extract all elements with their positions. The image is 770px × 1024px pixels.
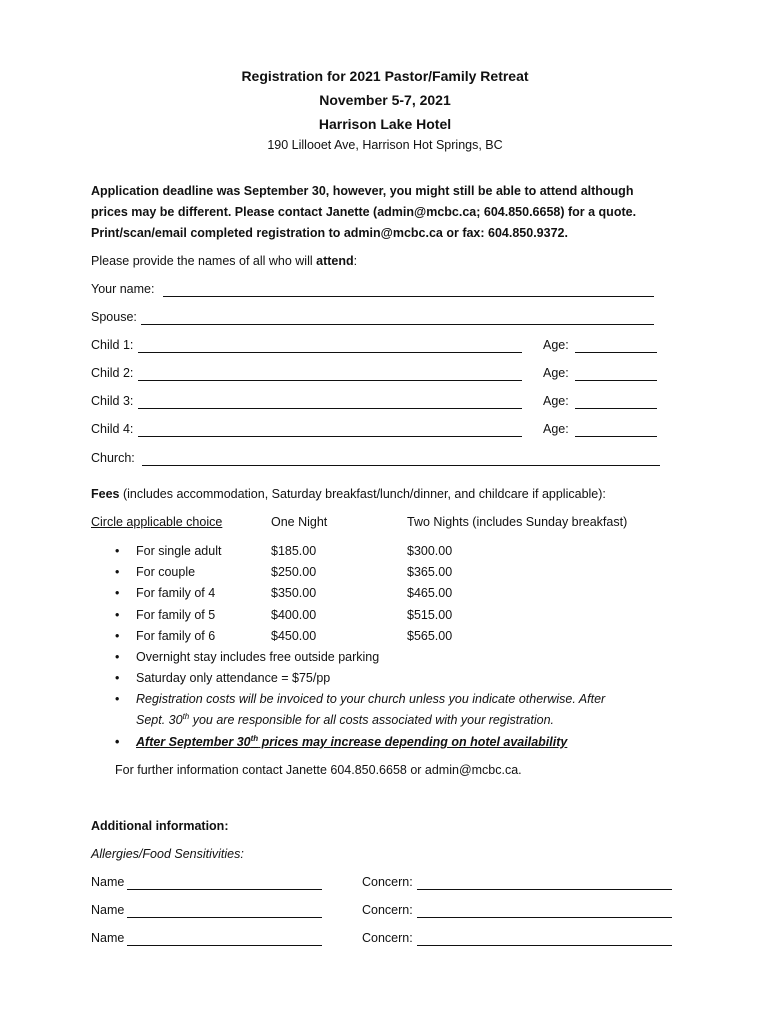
child3-age-label: Age: bbox=[543, 394, 569, 408]
allergy-concern-label: Concern: bbox=[362, 931, 413, 945]
invoice-note-sup: th bbox=[182, 711, 190, 721]
fee-row-label[interactable]: For family of 6 bbox=[136, 629, 216, 643]
bullet-icon: • bbox=[115, 735, 120, 749]
additional-heading: Additional information: bbox=[91, 819, 229, 833]
church-label: Church: bbox=[91, 451, 135, 465]
bullet-icon: • bbox=[115, 650, 120, 664]
price-warning-text: prices may increase depending on hotel availability bbox=[258, 735, 568, 749]
spouse-field[interactable] bbox=[141, 310, 654, 325]
bullet-icon: • bbox=[115, 565, 120, 579]
allergy-concern-field[interactable] bbox=[417, 931, 672, 946]
fee-row-one-night[interactable]: $450.00 bbox=[271, 629, 317, 643]
invoice-note-date: Sept. 30 bbox=[136, 713, 183, 727]
attendees-intro-text: Please provide the names of all who will bbox=[91, 254, 317, 268]
allergy-name-field[interactable] bbox=[127, 931, 322, 946]
allergy-concern-label: Concern: bbox=[362, 903, 413, 917]
price-warning-date: After September 30 bbox=[136, 735, 251, 749]
child4-age-label: Age: bbox=[543, 422, 569, 436]
allergies-label: Allergies/Food Sensitivities: bbox=[91, 847, 244, 861]
child2-name-field[interactable] bbox=[138, 366, 522, 381]
saturday-note: Saturday only attendance = $75/pp bbox=[136, 671, 331, 685]
fee-row-label[interactable]: For single adult bbox=[136, 544, 222, 558]
invoice-note-text: you are responsible for all costs associated with your registration. bbox=[189, 713, 555, 727]
fee-row-one-night[interactable]: $350.00 bbox=[271, 586, 317, 600]
child1-label: Child 1: bbox=[91, 338, 134, 352]
child1-name-field[interactable] bbox=[138, 338, 522, 353]
fees-heading-text: (includes accommodation, Saturday breakfast/lunch/dinner, and childcare if applicable): bbox=[119, 487, 606, 501]
child2-label: Child 2: bbox=[91, 366, 134, 380]
invoice-note-line-2 bbox=[136, 713, 554, 727]
child1-age-label: Age: bbox=[543, 338, 569, 352]
fee-row-two-nights[interactable]: $465.00 bbox=[407, 586, 453, 600]
bullet-icon: • bbox=[115, 586, 120, 600]
child4-age-field[interactable] bbox=[575, 422, 657, 437]
fee-row-two-nights[interactable]: $365.00 bbox=[407, 565, 453, 579]
col-circle-choice: Circle applicable choice bbox=[91, 515, 223, 529]
fee-row-label[interactable]: For family of 4 bbox=[136, 586, 216, 600]
your-name-label: Your name: bbox=[91, 282, 155, 296]
spouse-label: Spouse: bbox=[91, 310, 137, 324]
bullet-icon: • bbox=[115, 671, 120, 685]
parking-note: Overnight stay includes free outside parking bbox=[136, 650, 380, 664]
col-one-night: One Night bbox=[271, 515, 328, 529]
allergy-name-label: Name bbox=[91, 875, 125, 889]
attendees-intro bbox=[91, 254, 357, 268]
fees-heading bbox=[91, 487, 606, 501]
bullet-icon: • bbox=[115, 629, 120, 643]
child4-label: Child 4: bbox=[91, 422, 134, 436]
venue-name: Harrison Lake Hotel bbox=[318, 116, 452, 132]
fee-row-two-nights[interactable]: $300.00 bbox=[407, 544, 453, 558]
allergy-name-label: Name bbox=[91, 931, 125, 945]
invoice-note-line-1: Registration costs will be invoiced to your church unless you indicate otherwise. After bbox=[136, 692, 606, 706]
fee-row-label[interactable]: For couple bbox=[136, 565, 196, 579]
notice-line-1: Application deadline was September 30, however, you might still be able to attend although bbox=[91, 184, 634, 198]
bullet-icon: • bbox=[115, 608, 120, 622]
fee-row-one-night[interactable]: $185.00 bbox=[271, 544, 317, 558]
fee-row-two-nights[interactable]: $515.00 bbox=[407, 608, 453, 622]
child3-age-field[interactable] bbox=[575, 394, 657, 409]
allergy-name-field[interactable] bbox=[127, 903, 322, 918]
allergy-concern-field[interactable] bbox=[417, 875, 672, 890]
attendees-intro-bold: attend bbox=[316, 254, 354, 268]
price-warning bbox=[136, 735, 567, 749]
fee-row-label[interactable]: For family of 5 bbox=[136, 608, 216, 622]
allergy-concern-field[interactable] bbox=[417, 903, 672, 918]
allergy-name-label: Name bbox=[91, 903, 125, 917]
child2-age-label: Age: bbox=[543, 366, 569, 380]
child2-age-field[interactable] bbox=[575, 366, 657, 381]
col-two-nights: Two Nights (includes Sunday breakfast) bbox=[407, 515, 628, 529]
notice-line-3: Print/scan/email completed registration to admin@mcbc.ca or fax: 604.850.9372. bbox=[91, 226, 568, 240]
child3-name-field[interactable] bbox=[138, 394, 522, 409]
fee-row-one-night[interactable]: $400.00 bbox=[271, 608, 317, 622]
church-field[interactable] bbox=[142, 451, 660, 466]
bullet-icon: • bbox=[115, 692, 120, 706]
attendees-intro-colon: : bbox=[353, 254, 358, 268]
child4-name-field[interactable] bbox=[138, 422, 522, 437]
fee-row-two-nights[interactable]: $565.00 bbox=[407, 629, 453, 643]
bullet-icon: • bbox=[115, 544, 120, 558]
contact-info: For further information contact Janette 604.850.6658 or admin@mcbc.ca. bbox=[115, 763, 522, 777]
allergy-concern-label: Concern: bbox=[362, 875, 413, 889]
fee-row-one-night[interactable]: $250.00 bbox=[271, 565, 317, 579]
fees-heading-bold: Fees bbox=[91, 487, 120, 501]
form-title: Registration for 2021 Pastor/Family Retreat bbox=[241, 68, 529, 84]
price-warning-sup: th bbox=[250, 733, 259, 743]
child3-label: Child 3: bbox=[91, 394, 134, 408]
child1-age-field[interactable] bbox=[575, 338, 657, 353]
your-name-field[interactable] bbox=[163, 282, 654, 297]
allergy-name-field[interactable] bbox=[127, 875, 322, 890]
notice-line-2: prices may be different. Please contact Janette (admin@mcbc.ca; 604.850.6658) for a quote. bbox=[91, 205, 637, 219]
venue-address: 190 Lillooet Ave, Harrison Hot Springs, BC bbox=[267, 138, 503, 152]
retreat-dates: November 5-7, 2021 bbox=[319, 92, 451, 108]
